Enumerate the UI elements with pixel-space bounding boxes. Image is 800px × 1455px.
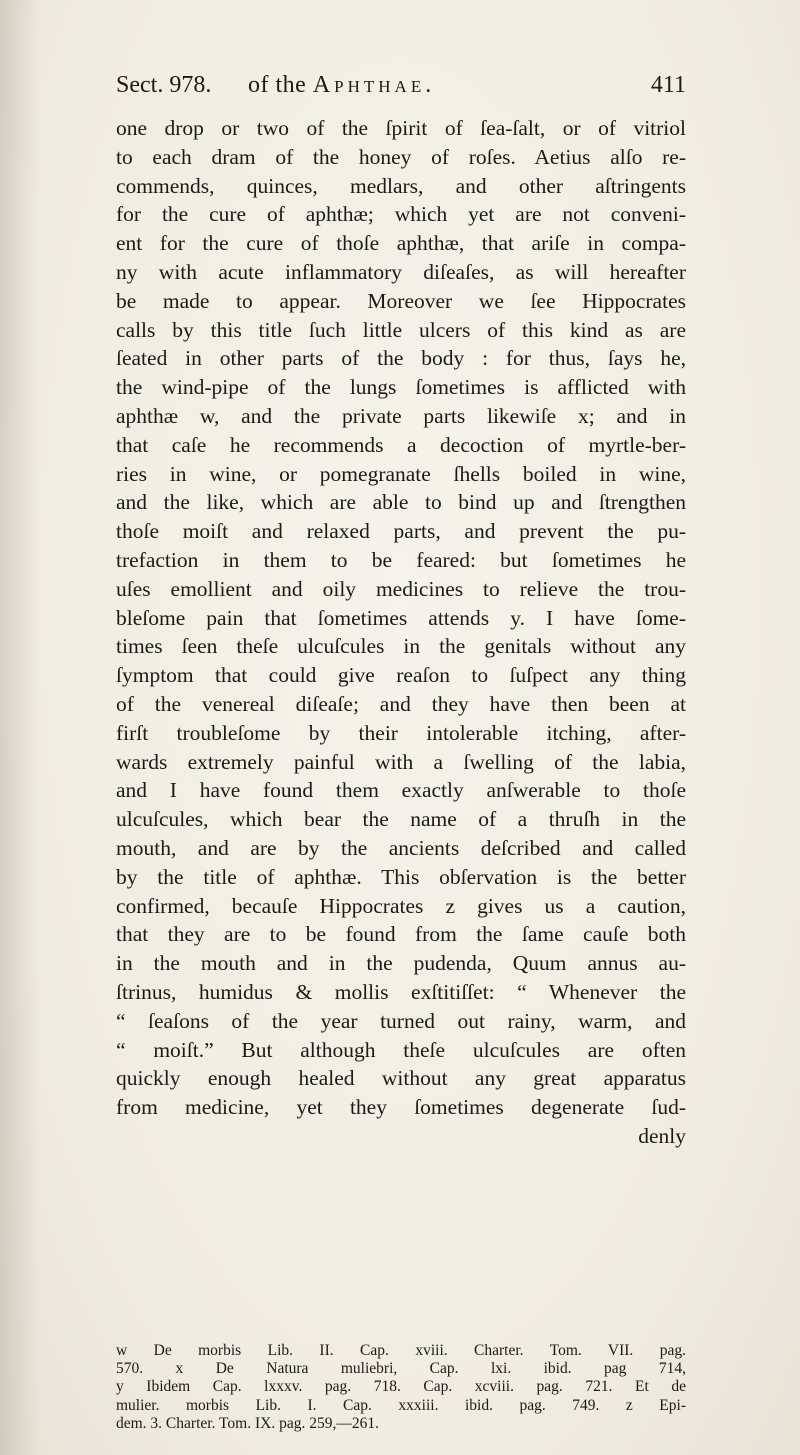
text-line: from medicine, yet they ſometimes degenerate ſud- (116, 1095, 686, 1120)
running-header (116, 72, 686, 106)
text-line: quickly enough healed without any great apparatus (116, 1066, 686, 1091)
text-line: wards extremely painful with a ſwelling of the labia, (116, 749, 686, 774)
text-line: ſymptom that could give reaſon to ſuſpect any thing (116, 663, 686, 688)
text-line: and I have found them exactly anſwerable to thoſe (116, 778, 686, 803)
text-line: that caſe he recommends a decoction of myrtle-ber- (116, 432, 686, 457)
text-line: the wind-pipe of the lungs ſometimes is afflicted with (116, 375, 686, 400)
footnote-line: dem. 3. Charter. Tom. IX. pag. 259,—261. (116, 1414, 379, 1432)
text-line: “ ſeaſons of the year turned out rainy, warm, and (116, 1008, 686, 1033)
text-line: mouth, and are by the ancients deſcribed and called (116, 835, 686, 860)
text-line: “ moiſt.” But although theſe ulcuſcules are often (116, 1037, 686, 1062)
footnote-line: mulier. morbis Lib. I. Cap. xxxiii. ibid. pag. 749. z Epi- (116, 1396, 686, 1414)
footnote-line: 570. x De Natura muliebri, Cap. lxi. ibid. pag 714, (116, 1360, 686, 1378)
page-number: 411 (650, 72, 686, 98)
text-line: ulcuſcules, which bear the name of a thruſh in the (116, 807, 686, 832)
text-line: aphthæ w, and the private parts likewiſe x; and in (116, 403, 686, 428)
text-line: bleſome pain that ſometimes attends y. I have ſome- (116, 605, 686, 630)
text-line: uſes emollient and oily medicines to relieve the trou- (116, 576, 686, 601)
text-line: ent for the cure of thoſe aphthæ, that ariſe in compa- (116, 231, 686, 256)
text-line: of the venereal diſeaſe; and they have then been at (116, 691, 686, 716)
catchword: denly (638, 1123, 686, 1148)
section-number: Sect. 978. (116, 72, 212, 98)
text-line: calls by this title ſuch little ulcers of this kind as are (116, 317, 686, 342)
running-title (248, 72, 435, 99)
body-text (116, 114, 686, 1151)
text-line: to each dram of the honey of roſes. Aetius alſo re- (116, 144, 686, 169)
text-line: for the cure of aphthæ; which yet are not conveni- (116, 202, 686, 227)
page-gutter-shadow (0, 0, 40, 1455)
text-line: and the like, which are able to bind up and ſtrengthen (116, 490, 686, 515)
text-line: ny with acute inflammatory diſeaſes, as will hereafter (116, 259, 686, 284)
text-line: ſeated in other parts of the body : for thus, ſays he, (116, 346, 686, 371)
text-line: times ſeen theſe ulcuſcules in the genitals without any (116, 634, 686, 659)
text-line: ſtrinus, humidus & mollis exſtitiſſet: “ Whenever the (116, 979, 686, 1004)
text-line: by the title of aphthæ. This obſervation is the better (116, 864, 686, 889)
text-line: one drop or two of the ſpirit of ſea-ſalt, or of vitriol (116, 116, 686, 140)
footnotes (116, 1342, 686, 1433)
text-line: commends, quinces, medlars, and other aſtringents (116, 173, 686, 198)
running-title-word: Aphthae. (312, 72, 436, 98)
text-line: that they are to be found from the ſame cauſe both (116, 922, 686, 947)
text-line: in the mouth and in the pudenda, Quum annus au- (116, 951, 686, 976)
running-title-prefix: of the (248, 72, 307, 98)
footnote-line: w De morbis Lib. II. Cap. xviii. Charter. Tom. VII. pag. (116, 1342, 686, 1359)
text-line: thoſe moiſt and relaxed parts, and prevent the pu- (116, 519, 686, 544)
footnote-line: y Ibidem Cap. lxxxv. pag. 718. Cap. xcviii. pag. 721. Et de (116, 1378, 686, 1396)
text-line: firſt troubleſome by their intolerable itching, after- (116, 720, 686, 745)
text-line: ries in wine, or pomegranate ſhells boiled in wine, (116, 461, 686, 486)
text-line: confirmed, becauſe Hippocrates z gives us a caution, (116, 893, 686, 918)
text-line: be made to appear. Moreover we ſee Hippocrates (116, 288, 686, 313)
text-line: trefaction in them to be feared: but ſometimes he (116, 547, 686, 572)
